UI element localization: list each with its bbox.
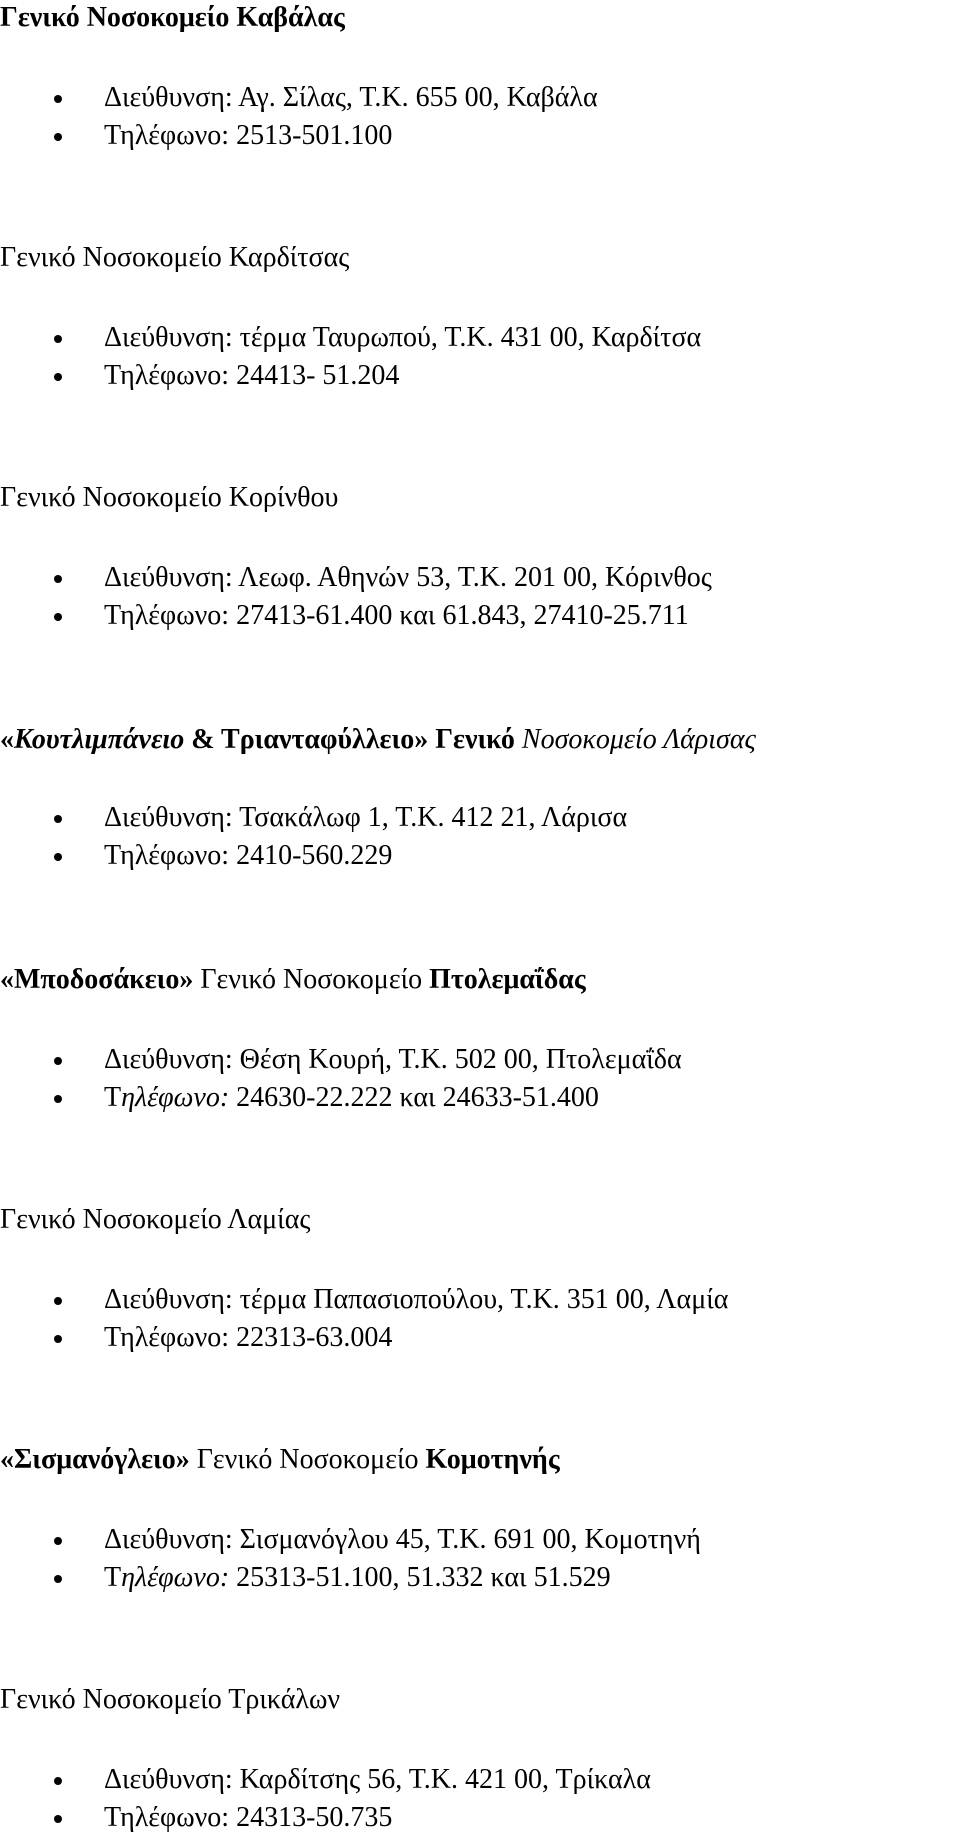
phone-text <box>104 1560 611 1596</box>
hospital-title-part: & Τριανταφύλλειο» Γενικό <box>184 724 522 755</box>
address-text <box>104 1762 651 1798</box>
address-label: Διεύθυνση: <box>104 1764 240 1795</box>
phone-value: 24313-50.735 <box>236 1802 393 1833</box>
bullet-icon <box>54 853 62 861</box>
address-label: Διεύθυνση: <box>104 1284 240 1315</box>
hospital-title-part: «Σισμανόγλειο» <box>0 1444 197 1475</box>
hospital-title-part: Γενικό Νοσοκομείο Καρδίτσας <box>0 242 350 273</box>
phone-text <box>104 838 392 874</box>
hospital-title-part: Γενικό Νοσοκομείο <box>200 964 430 995</box>
address-text <box>104 800 627 836</box>
phone-label: Τ <box>104 1562 122 1593</box>
phone-label: Τηλέφωνο: <box>104 120 237 151</box>
bullet-icon <box>54 1537 62 1545</box>
address-value: τέρμα Παπασιοπούλου, Τ.Κ. 351 00, Λαμία <box>239 1284 729 1315</box>
address-text <box>104 560 712 596</box>
phone-label: Τ <box>104 1082 122 1113</box>
phone-value: 27413-61.400 και 61.843, 27410-25.711 <box>236 600 689 631</box>
phone-value: 22313-63.004 <box>236 1322 393 1353</box>
phone-value: 25313-51.100, 51.332 και 51.529 <box>229 1562 611 1593</box>
bullet-icon <box>54 575 62 583</box>
address-value: Θέση Κουρή, Τ.Κ. 502 00, Πτολεμαΐδα <box>239 1044 682 1075</box>
hospital-title <box>0 240 349 276</box>
phone-value: 24413- 51.204 <box>236 360 400 391</box>
address-text <box>104 80 598 116</box>
hospital-title-part: Νοσοκομείο Λάρισας <box>521 724 756 755</box>
bullet-icon <box>54 95 62 103</box>
phone-text <box>104 1800 392 1836</box>
hospital-title-part: Γενικό Νοσοκομείο Κορίνθου <box>0 482 339 513</box>
phone-label-italic: ηλέφωνο: <box>121 1082 230 1113</box>
hospital-title-part: « <box>0 724 14 755</box>
hospital-title-part: Γενικό Νοσοκομείο Λαμίας <box>0 1204 311 1235</box>
phone-value: 24630-22.222 και 24633-51.400 <box>229 1082 599 1113</box>
phone-label: Τηλέφωνο: <box>104 1802 237 1833</box>
bullet-icon <box>54 613 62 621</box>
bullet-icon <box>54 1335 62 1343</box>
bullet-icon <box>54 815 62 823</box>
hospital-title-part: Κουτλιμπάνειο <box>14 724 185 755</box>
address-label: Διεύθυνση: <box>104 562 239 593</box>
phone-label: Τηλέφωνο: <box>104 840 237 871</box>
hospital-title <box>0 1682 340 1718</box>
address-label: Διεύθυνση: <box>104 1524 240 1555</box>
bullet-icon <box>54 1057 62 1065</box>
address-text <box>104 1042 682 1078</box>
address-text <box>104 320 701 356</box>
hospital-title <box>0 962 586 998</box>
bullet-icon <box>54 1575 62 1583</box>
hospital-title <box>0 1442 560 1478</box>
phone-text <box>104 1080 599 1116</box>
phone-label: Τηλέφωνο: <box>104 600 237 631</box>
address-label: Διεύθυνση: <box>104 322 240 353</box>
bullet-icon <box>54 133 62 141</box>
phone-label: Τηλέφωνο: <box>104 360 237 391</box>
phone-label: Τηλέφωνο: <box>104 1322 237 1353</box>
hospital-title <box>0 1202 310 1238</box>
phone-text <box>104 358 399 394</box>
bullet-icon <box>54 373 62 381</box>
address-label: Διεύθυνση: <box>104 1044 240 1075</box>
hospital-title-part: Πτολεμαΐδας <box>429 964 586 995</box>
bullet-icon <box>54 1297 62 1305</box>
address-label: Διεύθυνση: <box>104 802 240 833</box>
address-value: Αγ. Σίλας, Τ.Κ. 655 00, Καβάλα <box>238 82 598 113</box>
address-text <box>104 1522 701 1558</box>
hospital-title-part: Κομοτηνής <box>425 1444 560 1475</box>
address-value: τέρμα Ταυρωπού, Τ.Κ. 431 00, Καρδίτσα <box>239 322 702 353</box>
bullet-icon <box>54 1095 62 1103</box>
phone-value: 2513-501.100 <box>236 120 393 151</box>
phone-text <box>104 118 392 154</box>
bullet-icon <box>54 1815 62 1823</box>
hospital-title <box>0 480 338 516</box>
phone-text <box>104 1320 392 1356</box>
address-value: Σισμανόγλου 45, Τ.Κ. 691 00, Κομοτηνή <box>239 1524 701 1555</box>
phone-value: 2410-560.229 <box>236 840 393 871</box>
address-value: Λεωφ. Αθηνών 53, Τ.Κ. 201 00, Κόρινθος <box>238 562 712 593</box>
hospital-title-part: Γενικό Νοσοκομείο <box>196 1444 426 1475</box>
hospital-title-part: Γενικό Νοσοκομείο Καβάλας <box>0 2 345 33</box>
phone-text <box>104 598 689 634</box>
phone-label-italic: ηλέφωνο: <box>121 1562 230 1593</box>
hospital-title <box>0 722 756 758</box>
address-value: Τσακάλωφ 1, Τ.Κ. 412 21, Λάρισα <box>239 802 628 833</box>
hospital-title-part: Γενικό Νοσοκομείο Τρικάλων <box>0 1684 341 1715</box>
hospital-title <box>0 0 345 36</box>
bullet-icon <box>54 335 62 343</box>
address-label: Διεύθυνση: <box>104 82 239 113</box>
address-text <box>104 1282 728 1318</box>
address-value: Καρδίτσης 56, Τ.Κ. 421 00, Τρίκαλα <box>239 1764 651 1795</box>
bullet-icon <box>54 1777 62 1785</box>
hospital-title-part: «Μποδοσάκειο» <box>0 964 201 995</box>
